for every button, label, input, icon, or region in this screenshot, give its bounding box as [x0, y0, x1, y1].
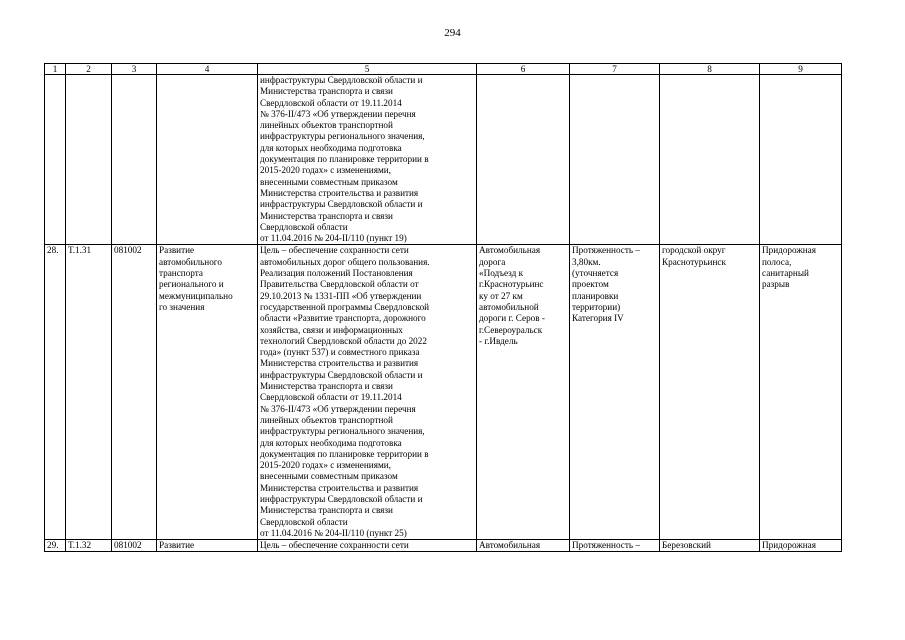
location — [660, 75, 760, 245]
column-header: 6 — [477, 64, 570, 75]
page-number: 294 — [444, 27, 461, 39]
data-table — [44, 63, 842, 552]
zone-type — [760, 75, 842, 245]
object-name: Автомобильная дорога «Подъезд к г.Краснотурьинс ку от 27 км автомобильной дороги г. Серов - г.Североуральск - г.Ивдель — [477, 245, 570, 540]
object-name: Автомобильная — [477, 540, 570, 552]
column-header: 7 — [570, 64, 660, 75]
characteristics — [570, 75, 660, 245]
characteristics: Протяженность – — [570, 540, 660, 552]
object-code: Т.1.32 — [66, 540, 112, 552]
zone-type: Придорожная полоса, санитарный разрыв — [760, 245, 842, 540]
object-code — [66, 75, 112, 245]
row-index: 28. — [45, 245, 66, 540]
column-header: 3 — [112, 64, 157, 75]
location: Березовский — [660, 540, 760, 552]
column-header: 9 — [760, 64, 842, 75]
object-code: Т.1.31 — [66, 245, 112, 540]
classifier-code: 081002 — [112, 245, 157, 540]
zone-type: Придорожная — [760, 540, 842, 552]
column-header: 4 — [157, 64, 258, 75]
object-name — [477, 75, 570, 245]
location: городской округ Краснотурьинск — [660, 245, 760, 540]
classifier-code: 081002 — [112, 540, 157, 552]
goal-description: Цель – обеспечение сохранности сети — [258, 540, 477, 552]
column-header: 2 — [66, 64, 112, 75]
column-header: 1 — [45, 64, 66, 75]
table-row — [45, 75, 842, 245]
column-header: 8 — [660, 64, 760, 75]
goal-description: Цель – обеспечение сохранности сети автомобильных дорог общего пользования. Реализация положений Постановления Правительства Свердловской области от 29.10.2013 № 1331-ПП «Об утверждении государственной программы Свердловской области «Развитие транспорта, дорожного хозяйства, связи и информационных технологий Свердловской области до 2022 года» (пункт 537) и совместного приказа Министерства строительства и развития инфраструктуры Свердловской области и Министерства транспорта и связи Свердловской области от 19.11.2014 № 376-II/473 «Об утверждении перечня линейных объектов транспортной инфраструктуры регионального значения, для которых необходима подготовка документация по планировке территории в 2015-2020 годах» с изменениями, внесенными совместным приказом Министерства строительства и развития инфраструктуры Свердловской области и Министерства транспорта и связи Свердловской области от 11.04.2016 № 204-II/110 (пункт 25) — [258, 245, 477, 540]
purpose: Развитие автомобильного транспорта регионального и межмуниципально го значения — [157, 245, 258, 540]
classifier-code — [112, 75, 157, 245]
table-row — [45, 245, 842, 540]
characteristics: Протяженность – 3,80км. (уточняется проектом планировки территории) Категория IV — [570, 245, 660, 540]
goal-description: инфраструктуры Свердловской области и Министерства транспорта и связи Свердловской области от 19.11.2014 № 376-II/473 «Об утверждении перечня линейных объектов транспортной инфраструктуры регионального значения, для которых необходима подготовка документация по планировке территории в 2015-2020 годах» с изменениями, внесенными совместным приказом Министерства строительства и развития инфраструктуры Свердловской области и Министерства транспорта и связи Свердловской области от 11.04.2016 № 204-II/110 (пункт 19) — [258, 75, 477, 245]
row-index: 29. — [45, 540, 66, 552]
row-index — [45, 75, 66, 245]
purpose — [157, 75, 258, 245]
table-row — [45, 540, 842, 552]
purpose: Развитие — [157, 540, 258, 552]
column-header: 5 — [258, 64, 477, 75]
column-number-row — [45, 64, 842, 75]
